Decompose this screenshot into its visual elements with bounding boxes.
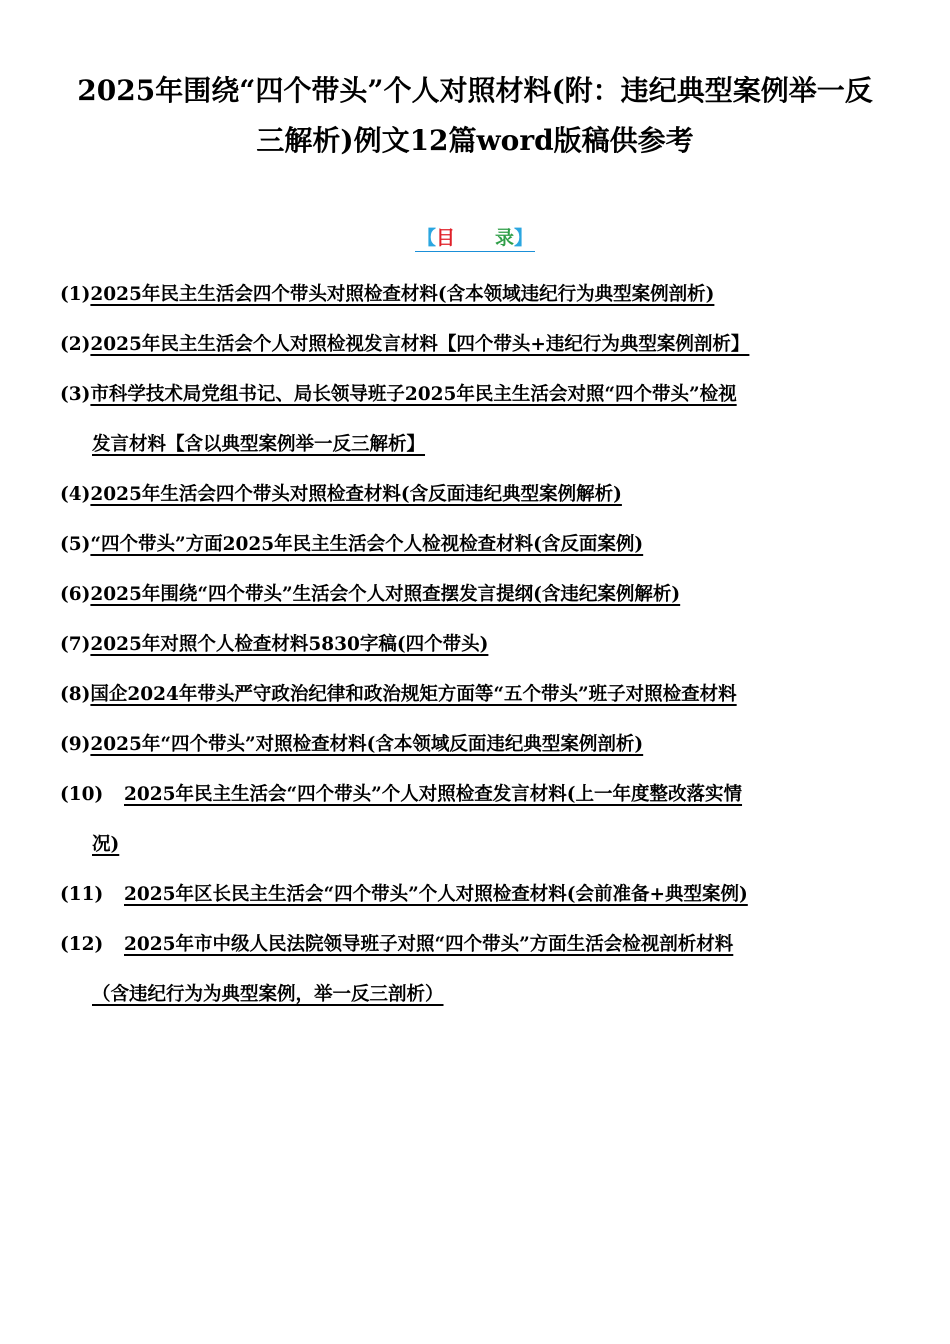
toc-item-5[interactable] <box>60 520 890 570</box>
toc-heading-char-1: 目 <box>435 227 455 249</box>
toc-item-link-continued[interactable]: （含违纪行为为典型案例，举一反三剖析） <box>92 984 444 1005</box>
toc-item-link[interactable]: 2025年民主生活会个人对照检视发言材料【四个带头+违纪行为典型案例剖析】 <box>90 334 750 355</box>
title-line-1: 2025年围绕“四个带头”个人对照材料(附：违纪典型案例举一反 <box>77 74 873 107</box>
toc-item-10[interactable] <box>60 770 890 870</box>
toc-item-6[interactable] <box>60 570 890 620</box>
table-of-contents <box>60 270 890 1020</box>
toc-item-9[interactable] <box>60 720 890 770</box>
toc-item-number: (6) <box>60 584 91 605</box>
toc-item-link-continued[interactable]: 发言材料【含以典型案例举一反三解析】 <box>92 434 426 455</box>
document-title <box>40 66 910 166</box>
toc-item-number: (8) <box>60 684 91 705</box>
toc-item-link[interactable]: 市科学技术局党组书记、局长领导班子2025年民主生活会对照“四个带头”检视 <box>90 384 737 405</box>
toc-item-3[interactable] <box>60 370 890 470</box>
toc-item-number: (3) <box>60 384 91 405</box>
toc-item-number: (7) <box>60 634 91 655</box>
toc-item-number: (11) <box>60 884 104 905</box>
toc-item-link[interactable]: 2025年对照个人检查材料5830字稿(四个带头) <box>90 634 489 655</box>
toc-heading <box>0 222 950 254</box>
toc-item-link-continued[interactable]: 况) <box>92 834 120 855</box>
toc-open-bracket: 【 <box>416 227 436 249</box>
toc-item-link[interactable]: 2025年围绕“四个带头”生活会个人对照查摆发言提纲(含违纪案例解析) <box>90 584 681 605</box>
toc-item-link[interactable]: 2025年生活会四个带头对照检查材料(含反面违纪典型案例解析) <box>90 484 622 505</box>
toc-item-link[interactable]: 2025年“四个带头”对照检查材料(含本领域反面违纪典型案例剖析) <box>90 734 644 755</box>
toc-item-11[interactable] <box>60 870 890 920</box>
toc-item-12[interactable] <box>60 920 890 1020</box>
toc-item-link[interactable]: 2025年区长民主生活会“四个带头”个人对照检查材料(会前准备+典型案例) <box>124 884 748 905</box>
toc-item-7[interactable] <box>60 620 890 670</box>
toc-heading-wrap <box>415 225 535 252</box>
toc-item-link[interactable]: 2025年市中级人民法院领导班子对照“四个带头”方面生活会检视剖析材料 <box>124 934 734 955</box>
toc-item-4[interactable] <box>60 470 890 520</box>
toc-close-bracket: 】 <box>514 227 534 249</box>
toc-item-2[interactable] <box>60 320 890 370</box>
toc-item-number: (12) <box>60 934 104 955</box>
toc-heading-char-2: 录 <box>495 227 515 249</box>
toc-item-link[interactable]: 国企2024年带头严守政治纪律和政治规矩方面等“五个带头”班子对照检查材料 <box>90 684 737 705</box>
toc-item-number: (9) <box>60 734 91 755</box>
toc-item-number: (5) <box>60 534 91 555</box>
toc-item-link[interactable]: 2025年民主生活会四个带头对照检查材料(含本领域违纪行为典型案例剖析) <box>90 284 715 305</box>
toc-item-link[interactable]: 2025年民主生活会“四个带头”个人对照检查发言材料(上一年度整改落实情 <box>124 784 743 805</box>
title-line-2: 三解析)例文12篇word版稿供参考 <box>256 124 694 157</box>
toc-item-number: (2) <box>60 334 91 355</box>
toc-item-number: (10) <box>60 784 104 805</box>
toc-item-number: (1) <box>60 284 91 305</box>
toc-item-1[interactable] <box>60 270 890 320</box>
toc-item-number: (4) <box>60 484 91 505</box>
toc-item-link[interactable]: “四个带头”方面2025年民主生活会个人检视检查材料(含反面案例) <box>90 534 644 555</box>
toc-item-8[interactable] <box>60 670 890 720</box>
